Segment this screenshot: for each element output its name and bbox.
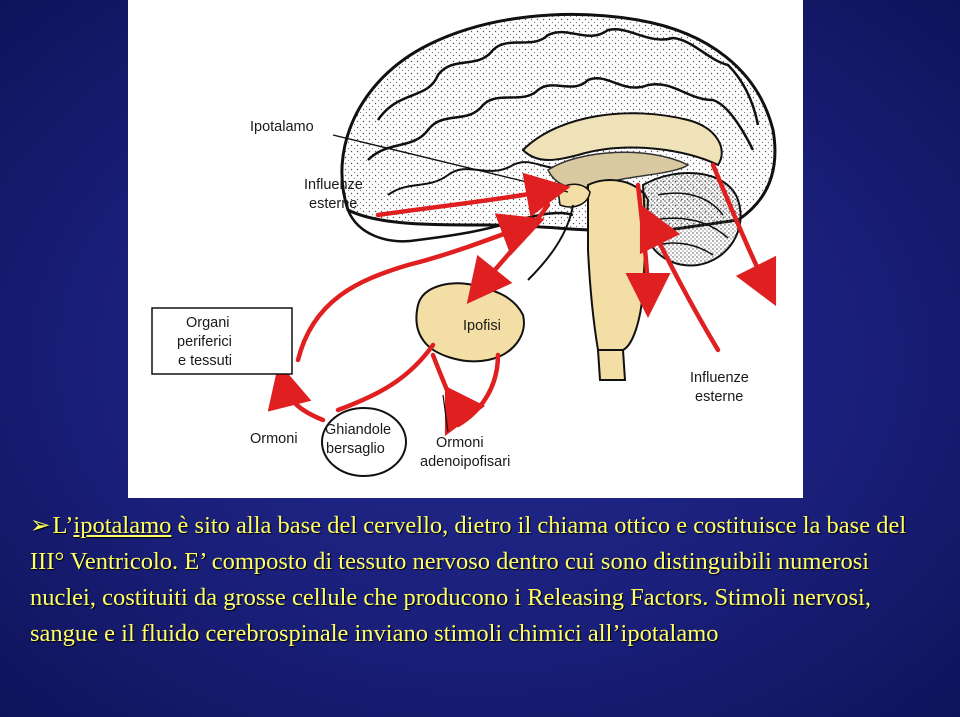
label-ghiandole-1: Ghiandole [325,422,392,438]
label-ipofisi: Ipofisi [463,318,501,334]
label-ormoni-left: Ormoni [250,431,298,447]
label-influenze-right-2: esterne [695,389,744,405]
brain-outline [342,14,775,380]
caption-link-ipotalamo[interactable]: ipotalamo [73,512,172,539]
caption-lead: L’ [52,512,74,539]
label-influenze-right-1: Influenze [690,370,749,386]
label-influenze-top-2: esterne [309,196,358,212]
caption-paragraph [30,508,935,652]
label-ghiandole-2: bersaglio [326,441,385,457]
label-ormoni-adeno-2: adenoipofisari [420,454,511,470]
label-influenze-top-1: Influenze [304,177,363,193]
brain-diagram [128,0,803,498]
arrow-bullet-icon: ➢ [30,512,51,539]
label-organi-3: e tessuti [178,353,232,369]
brain-diagram-svg [128,0,803,498]
label-ormoni-adeno-1: Ormoni [436,435,484,451]
label-organi-2: periferici [177,334,232,350]
label-ipotalamo: Ipotalamo [250,119,314,135]
label-organi-1: Organi [186,315,230,331]
caption-text: è sito alla base del cervello, dietro il chiama ottico e costituisce la base del III° Ventricolo. E’ composto di tessuto nervoso dentro cui sono distinguibili numerosi nuclei, costituiti da grosse cellule che producono i Releasing Factors. Stimoli nervosi, sangue e il fluido cerebrospinale inviano stimoli chimici all’ipotalamo [30,512,907,647]
